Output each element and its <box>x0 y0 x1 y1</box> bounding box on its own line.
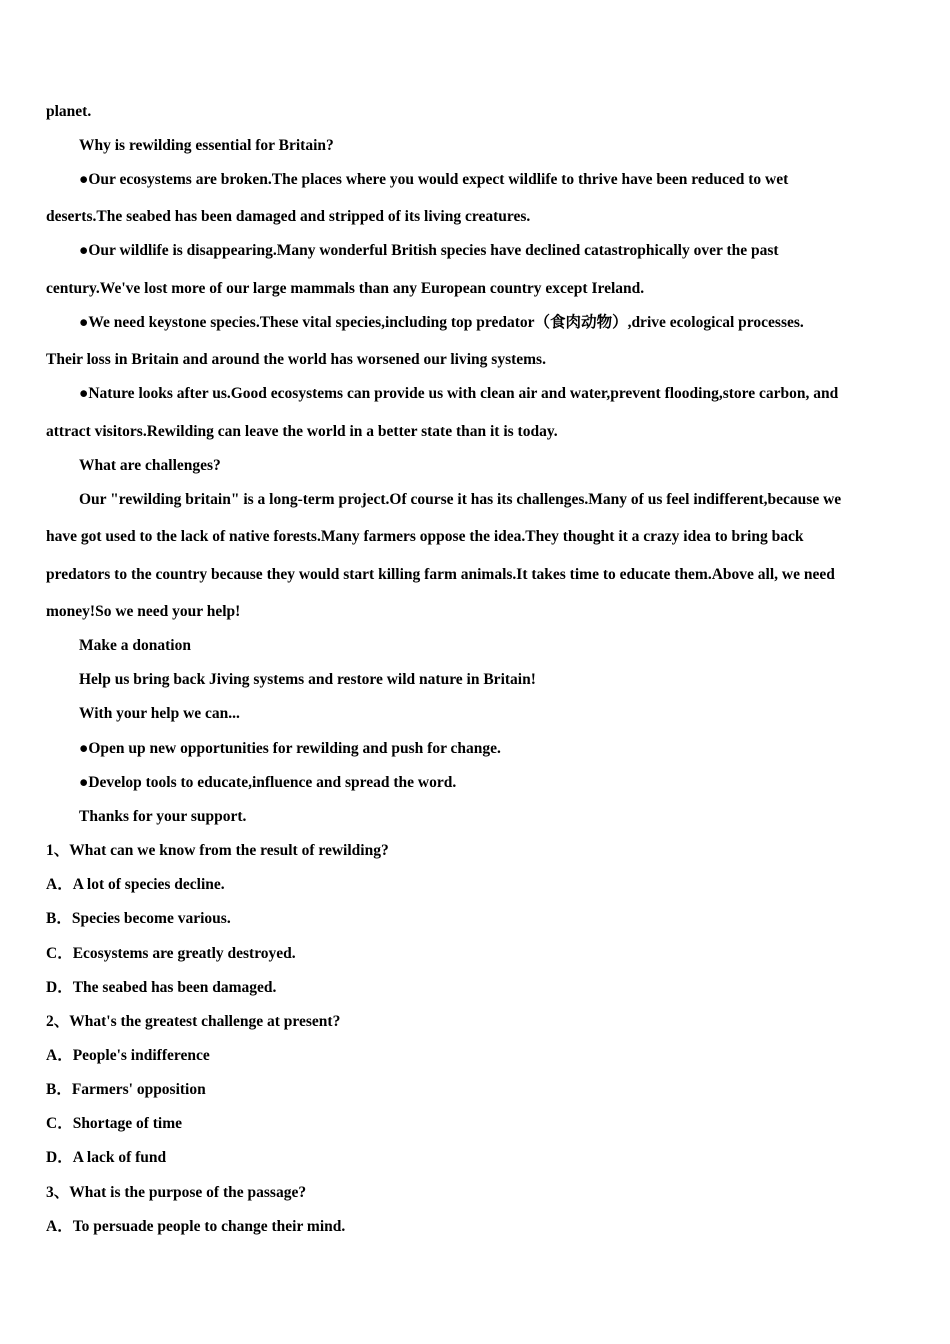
challenges-line-4: money!So we need your help! <box>46 603 241 620</box>
question-2-option-c: C．Shortage of time <box>46 1115 183 1132</box>
question-2-option-a: A．People's indifference <box>46 1047 210 1064</box>
bullet-nature-line-1: ●Nature looks after us.Good ecosystems can provide us with clean air and water,prevent flooding,store carbon, and <box>79 385 839 402</box>
bullet-wildlife-line-1: ●Our wildlife is disappearing.Many wonderful British species have declined catastrophically over the past <box>79 242 779 259</box>
challenges-line-3: predators to the country because they would start killing farm animals.It takes time to educate them.Above all, we need <box>46 566 835 583</box>
question-3-option-a: A．To persuade people to change their mind. <box>46 1218 346 1235</box>
with-help-line: With your help we can... <box>79 705 240 722</box>
donation-bullet-2: ●Develop tools to educate,influence and spread the word. <box>79 774 457 791</box>
help-line: Help us bring back Jiving systems and restore wild nature in Britain! <box>79 671 536 688</box>
thanks-line: Thanks for your support. <box>79 808 247 825</box>
question-1-option-a: A．A lot of species decline. <box>46 876 225 893</box>
passage-line: planet. <box>46 103 92 120</box>
question-3-stem: 3、What is the purpose of the passage? <box>46 1184 307 1201</box>
question-1-option-b: B．Species become various. <box>46 910 231 927</box>
bullet-nature-line-2: attract visitors.Rewilding can leave the world in a better state than it is today. <box>46 423 558 440</box>
donation-bullet-1: ●Open up new opportunities for rewilding and push for change. <box>79 740 501 757</box>
bullet-keystone-line-1: ●We need keystone species.These vital species,including top predator（食肉动物）,drive ecological processes. <box>79 314 804 331</box>
bullet-ecosystems-line-1: ●Our ecosystems are broken.The places where you would expect wildlife to thrive have been reduced to wet <box>79 171 789 188</box>
bullet-keystone-line-2: Their loss in Britain and around the world has worsened our living systems. <box>46 351 546 368</box>
question-1-stem: 1、What can we know from the result of rewilding? <box>46 842 389 859</box>
bullet-ecosystems-line-2: deserts.The seabed has been damaged and stripped of its living creatures. <box>46 208 531 225</box>
section-heading-challenges: What are challenges? <box>79 457 221 474</box>
challenges-line-2: have got used to the lack of native forests.Many farmers oppose the idea.They thought it a crazy idea to bring back <box>46 528 804 545</box>
question-1-option-d: D．The seabed has been damaged. <box>46 979 277 996</box>
question-2-option-b: B．Farmers' opposition <box>46 1081 206 1098</box>
question-2-stem: 2、What's the greatest challenge at present? <box>46 1013 341 1030</box>
challenges-line-1: Our "rewilding britain" is a long-term project.Of course it has its challenges.Many of us feel indifferent,because we <box>79 491 842 508</box>
question-2-option-d: D．A lack of fund <box>46 1149 167 1166</box>
section-heading-why: Why is rewilding essential for Britain? <box>79 137 334 154</box>
bullet-wildlife-line-2: century.We've lost more of our large mammals than any European country except Ireland. <box>46 280 645 297</box>
donation-heading: Make a donation <box>79 637 191 654</box>
question-1-option-c: C．Ecosystems are greatly destroyed. <box>46 945 296 962</box>
